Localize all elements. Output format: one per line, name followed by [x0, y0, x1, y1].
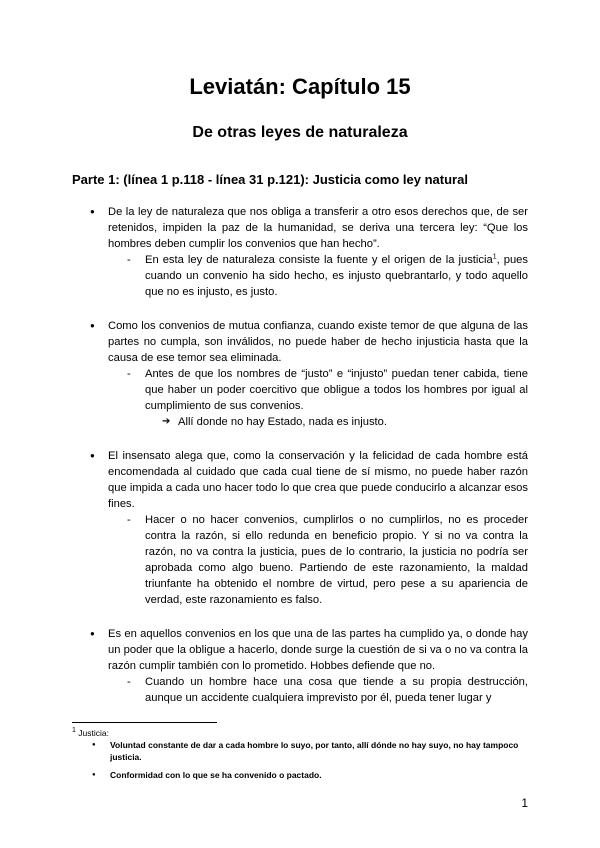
footnote-separator — [72, 722, 217, 723]
bullet-item: ● El insensato alega que, como la conservación y la felicidad de cada hombre está encomendada al cuidado que cada cual tiene de sí mismo, no puede haber razón que impida a cada uno hacer todo lo que crea que puede conducirlo a alcanzar esos fines. — [108, 448, 528, 512]
footnote-item: ● Conformidad con lo que se ha convenido o pactado. — [110, 769, 530, 781]
list-block-3 — [0, 448, 600, 608]
dash-item: - Antes de que los nombres de “justo” e “injusto” puedan tener cabida, tiene que haber un poder coercitivo que obligue a todos los hombres por igual al cumplimiento de sus convenios. — [145, 366, 528, 414]
dash-item — [145, 252, 528, 300]
dash-item: - Cuando un hombre hace una cosa que tiende a su propia destrucción, aunque un accidente cualquiera imprevisto por él, pueda tener lugar y — [145, 674, 528, 706]
footnote-title — [72, 728, 532, 739]
footnote-item: ● Voluntad constante de dar a cada hombre lo suyo, por tanto, allí dónde no hay suyo, no hay tampoco justicia. — [110, 739, 530, 763]
part-heading: Parte 1: (línea 1 p.118 - línea 31 p.121): Justicia como ley natural — [72, 172, 468, 187]
dash-text-continued: , pues cuando un convenio ha sido hecho, es injusto quebrantarlo, y todo aquello que no es injusto, es justo. — [145, 254, 528, 298]
dash-text: En esta ley de naturaleza consiste la fuente y el origen de la justicia — [145, 254, 493, 266]
footnote — [72, 728, 532, 781]
body-text — [0, 204, 600, 714]
page-number: 1 — [521, 796, 528, 810]
bullet-item: ● De la ley de naturaleza que nos obliga a transferir a otro esos derechos que, de ser retenidos, impiden la paz de la humanidad, se deriva una tercera ley: “Que los hombres deben cumplir los convenios que han hecho”. — [108, 204, 528, 252]
document-title: Leviatán: Capítulo 15 — [189, 74, 411, 99]
arrow-item: ➔ Allí donde no hay Estado, nada es injusto. — [178, 414, 528, 430]
footnote-marker: 1 — [72, 727, 76, 735]
list-block-4 — [0, 626, 600, 706]
footnote-ref[interactable]: 1 — [492, 253, 497, 261]
bullet-item: ● Es en aquellos convenios en los que una de las partes ha cumplido ya, o donde hay un poder que la obligue a hacerlo, donde surge la cuestión de si va o no va contra la razón cumplir también con lo prometido. Hobbes defiende que no. — [108, 626, 528, 674]
bullet-item: ● Como los convenios de mutua confianza, cuando existe temor de que alguna de las partes no cumpla, son inválidos, no puede haber de hecho injusticia hasta que la causa de ese temor sea eliminada. — [108, 318, 528, 366]
list-block-1 — [0, 204, 600, 300]
dash-item: - Hacer o no hacer convenios, cumplirlos o no cumplirlos, no es proceder contra la razón, si ello redunda en beneficio propio. Y si no va contra la razón, no va contra la justicia, pues de lo contrario, la justicia no podría ser aprobada como algo bueno. Partiendo de este razonamiento, la maldad triunfante ha obtenido el nombre de virtud, pero pese a su apariencia de verdad, este razonamiento es falso. — [145, 512, 528, 608]
footnote-title-text: Justicia: — [78, 728, 109, 738]
list-block-2 — [0, 318, 600, 430]
document-subtitle: De otras leyes de naturaleza — [192, 124, 408, 141]
